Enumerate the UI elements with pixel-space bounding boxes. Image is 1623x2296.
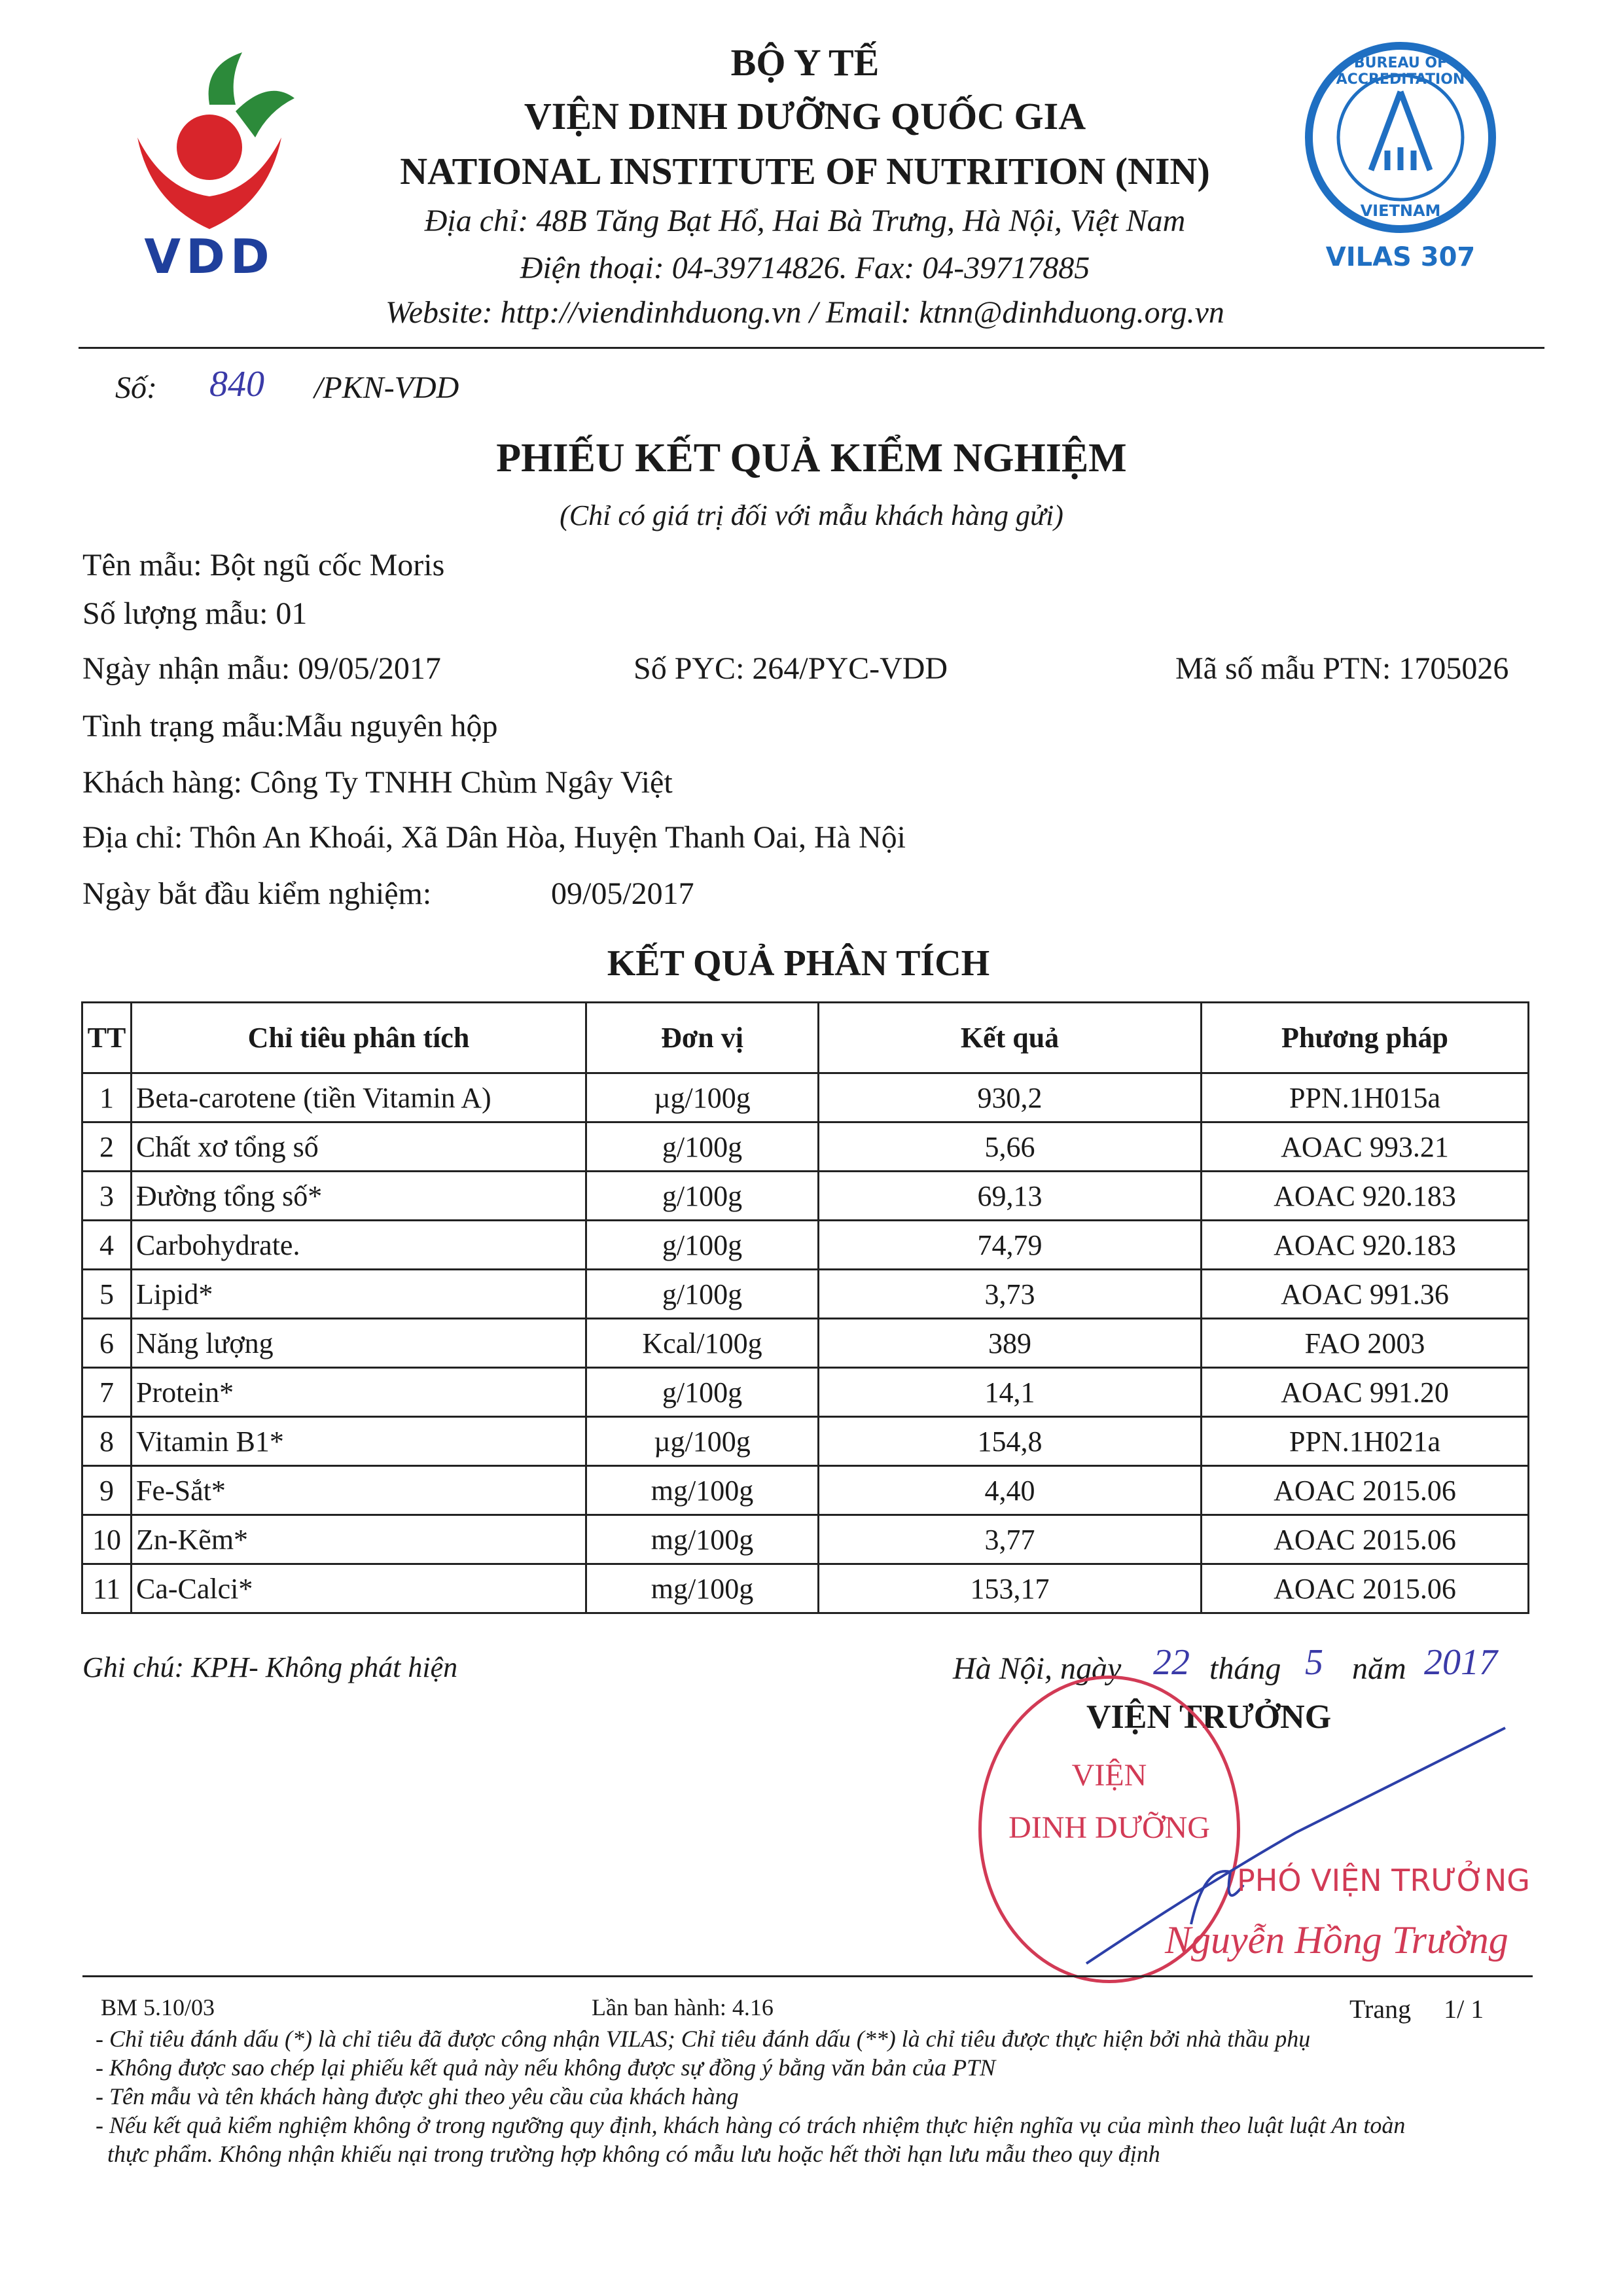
test-start-date: 09/05/2017 [551, 876, 694, 911]
footer-note-3: - Tên mẫu và tên khách hàng được ghi theo yêu cầu của khách hàng [96, 2083, 739, 2109]
lab-sample-code: Mã số mẫu PTN: 1705026 [1175, 651, 1509, 686]
cell-tt: 4 [82, 1221, 132, 1270]
cell-unit: g/100g [586, 1172, 819, 1221]
cell-method: AOAC 991.20 [1202, 1368, 1529, 1417]
cell-unit: µg/100g [586, 1417, 819, 1466]
institute-name-vn: VIỆN DINH DƯỠNG QUỐC GIA [524, 95, 1086, 137]
cell-indicator: Beta-carotene (tiền Vitamin A) [132, 1073, 586, 1122]
sample-condition: Tình trạng mẫu:Mẫu nguyên hộp [82, 709, 498, 744]
sign-role: VIỆN TRƯỞNG [1086, 1698, 1332, 1736]
cell-method: AOAC 920.183 [1202, 1172, 1529, 1221]
table-row [82, 1417, 1529, 1466]
vdd-logo-text: VDD [144, 229, 275, 284]
deputy-director-title: PHÓ VIỆN TRƯỞNG [1237, 1863, 1530, 1898]
doc-title: PHIẾU KẾT QUẢ KIỂM NGHIỆM [496, 436, 1127, 480]
cell-unit: mg/100g [586, 1515, 819, 1564]
cell-tt: 8 [82, 1417, 132, 1466]
col-tt: TT [82, 1003, 132, 1073]
cell-method: AOAC 920.183 [1202, 1221, 1529, 1270]
cell-indicator: Zn-Kẽm* [132, 1515, 586, 1564]
cell-result: 930,2 [819, 1073, 1202, 1122]
institute-website: Website: http://viendinhduong.vn / Email: ktnn@dinhduong.org.vn [385, 295, 1224, 330]
sign-year-label: năm [1352, 1651, 1406, 1686]
footer-divider [82, 1975, 1533, 1977]
cell-result: 74,79 [819, 1221, 1202, 1270]
cell-tt: 2 [82, 1122, 132, 1172]
cell-tt: 9 [82, 1466, 132, 1515]
cell-indicator: Năng lượng [132, 1319, 586, 1368]
customer-name: Khách hàng: Công Ty TNHH Chùm Ngây Việt [82, 765, 673, 800]
sample-name: Tên mẫu: Bột ngũ cốc Moris [82, 548, 445, 583]
cell-result: 154,8 [819, 1417, 1202, 1466]
edition: Lần ban hành: 4.16 [592, 1994, 774, 2020]
cell-tt: 7 [82, 1368, 132, 1417]
table-row [82, 1221, 1529, 1270]
col-unit: Đơn vị [586, 1003, 819, 1073]
cell-unit: g/100g [586, 1368, 819, 1417]
stamp-line-1: VIỆN [1071, 1758, 1147, 1793]
cell-indicator: Đường tổng số* [132, 1172, 586, 1221]
cell-indicator: Carbohydrate. [132, 1221, 586, 1270]
cell-result: 14,1 [819, 1368, 1202, 1417]
cell-unit: Kcal/100g [586, 1319, 819, 1368]
cell-result: 5,66 [819, 1122, 1202, 1172]
signer-name: Nguyễn Hồng Trường [1165, 1918, 1508, 1962]
cell-tt: 6 [82, 1319, 132, 1368]
cell-unit: µg/100g [586, 1073, 819, 1122]
accreditation-seal [1302, 39, 1499, 236]
stamp-line-2: DINH DƯỠNG [1008, 1810, 1210, 1845]
results-table [81, 1001, 1529, 1614]
table-row [82, 1073, 1529, 1122]
institute-address: Địa chỉ: 48B Tăng Bạt Hổ, Hai Bà Trưng, Hà Nội, Việt Nam [424, 204, 1186, 238]
table-header-row [82, 1003, 1529, 1073]
sign-month: 5 [1305, 1642, 1323, 1683]
footer-note-1: - Chỉ tiêu đánh dấu (*) là chỉ tiêu đã được công nhận VILAS; Chỉ tiêu đánh dấu (**) là chỉ tiêu được thực hiện bởi nhà thầu phụ [96, 2026, 1311, 2052]
cell-unit: g/100g [586, 1122, 819, 1172]
cell-method: PPN.1H021a [1202, 1417, 1529, 1466]
institute-name-en: NATIONAL INSTITUTE OF NUTRITION (NIN) [400, 150, 1210, 192]
institute-phone: Điện thoại: 04-39714826. Fax: 04-39717885 [520, 251, 1090, 285]
table-row [82, 1515, 1529, 1564]
doc-subtitle: (Chỉ có giá trị đối với mẫu khách hàng gửi) [560, 499, 1063, 531]
cell-indicator: Protein* [132, 1368, 586, 1417]
cell-indicator: Vitamin B1* [132, 1417, 586, 1466]
footer-note-4: - Nếu kết quả kiểm nghiệm không ở trong ngưỡng quy định, khách hàng có trách nhiệm thực hiện nghĩa vụ của mình theo luật luật An toàn [96, 2112, 1406, 2138]
cell-tt: 5 [82, 1270, 132, 1319]
sign-year: 2017 [1424, 1642, 1497, 1683]
cell-indicator: Ca-Calci* [132, 1564, 586, 1613]
cell-unit: mg/100g [586, 1466, 819, 1515]
doc-number-label: Số: [115, 370, 157, 405]
vilas-label: VILAS 307 [1325, 242, 1476, 272]
received-date: Ngày nhận mẫu: 09/05/2017 [82, 651, 441, 686]
accreditation-text: BUREAU OF ACCREDITATION [1336, 55, 1465, 88]
cell-tt: 10 [82, 1515, 132, 1564]
header-divider [79, 347, 1544, 349]
results-heading: KẾT QUẢ PHÂN TÍCH [607, 943, 990, 984]
cell-method: AOAC 2015.06 [1202, 1564, 1529, 1613]
col-result: Kết quả [819, 1003, 1202, 1073]
cell-unit: mg/100g [586, 1564, 819, 1613]
table-row [82, 1466, 1529, 1515]
table-row [82, 1564, 1529, 1613]
cell-tt: 1 [82, 1073, 132, 1122]
cell-method: PPN.1H015a [1202, 1073, 1529, 1122]
table-row [82, 1270, 1529, 1319]
cell-result: 4,40 [819, 1466, 1202, 1515]
cell-indicator: Fe-Sắt* [132, 1466, 586, 1515]
doc-number-handwritten: 840 [209, 364, 264, 404]
table-row [82, 1368, 1529, 1417]
cell-method: AOAC 2015.06 [1202, 1515, 1529, 1564]
cell-method: AOAC 991.36 [1202, 1270, 1529, 1319]
col-method: Phương pháp [1202, 1003, 1529, 1073]
cell-tt: 3 [82, 1172, 132, 1221]
sign-month-label: tháng [1209, 1651, 1281, 1686]
cell-method: AOAC 993.21 [1202, 1122, 1529, 1172]
table-row [82, 1122, 1529, 1172]
results-body [82, 1073, 1529, 1613]
doc-number-suffix: /PKN-VDD [314, 370, 459, 405]
footer-note-5: thực phẩm. Không nhận khiếu nại trong trường hợp không có mẫu lưu hoặc hết thời hạn lưu mẫu theo quy định [96, 2141, 1160, 2167]
form-code: BM 5.10/03 [101, 1994, 215, 2020]
note-text: Ghi chú: KPH- Không phát hiện [82, 1651, 458, 1683]
page-number: Trang 1/ 1 [1349, 1994, 1484, 2024]
cell-method: FAO 2003 [1202, 1319, 1529, 1368]
cell-indicator: Chất xơ tổng số [132, 1122, 586, 1172]
sample-quantity: Số lượng mẫu: 01 [82, 596, 308, 631]
cell-method: AOAC 2015.06 [1202, 1466, 1529, 1515]
ministry-name: BỘ Y TẾ [730, 41, 880, 84]
test-start-label: Ngày bắt đầu kiểm nghiệm: [82, 876, 432, 911]
cell-result: 3,73 [819, 1270, 1202, 1319]
table-row [82, 1319, 1529, 1368]
vdd-logo [111, 39, 308, 284]
cell-unit: g/100g [586, 1270, 819, 1319]
table-row [82, 1172, 1529, 1221]
cell-indicator: Lipid* [132, 1270, 586, 1319]
pyc-number: Số PYC: 264/PYC-VDD [633, 651, 948, 686]
cell-result: 3,77 [819, 1515, 1202, 1564]
cell-unit: g/100g [586, 1221, 819, 1270]
cell-tt: 11 [82, 1564, 132, 1613]
accreditation-country: VIETNAM [1360, 202, 1441, 220]
footer-note-2: - Không được sao chép lại phiếu kết quả này nếu không được sự đồng ý bằng văn bản của PTN [96, 2054, 996, 2081]
cell-result: 153,17 [819, 1564, 1202, 1613]
col-indicator: Chỉ tiêu phân tích [132, 1003, 586, 1073]
sign-place: Hà Nội, ngày [953, 1651, 1122, 1686]
customer-address: Địa chỉ: Thôn An Khoái, Xã Dân Hòa, Huyện Thanh Oai, Hà Nội [82, 820, 906, 855]
cell-result: 389 [819, 1319, 1202, 1368]
sign-day: 22 [1153, 1642, 1190, 1683]
cell-result: 69,13 [819, 1172, 1202, 1221]
